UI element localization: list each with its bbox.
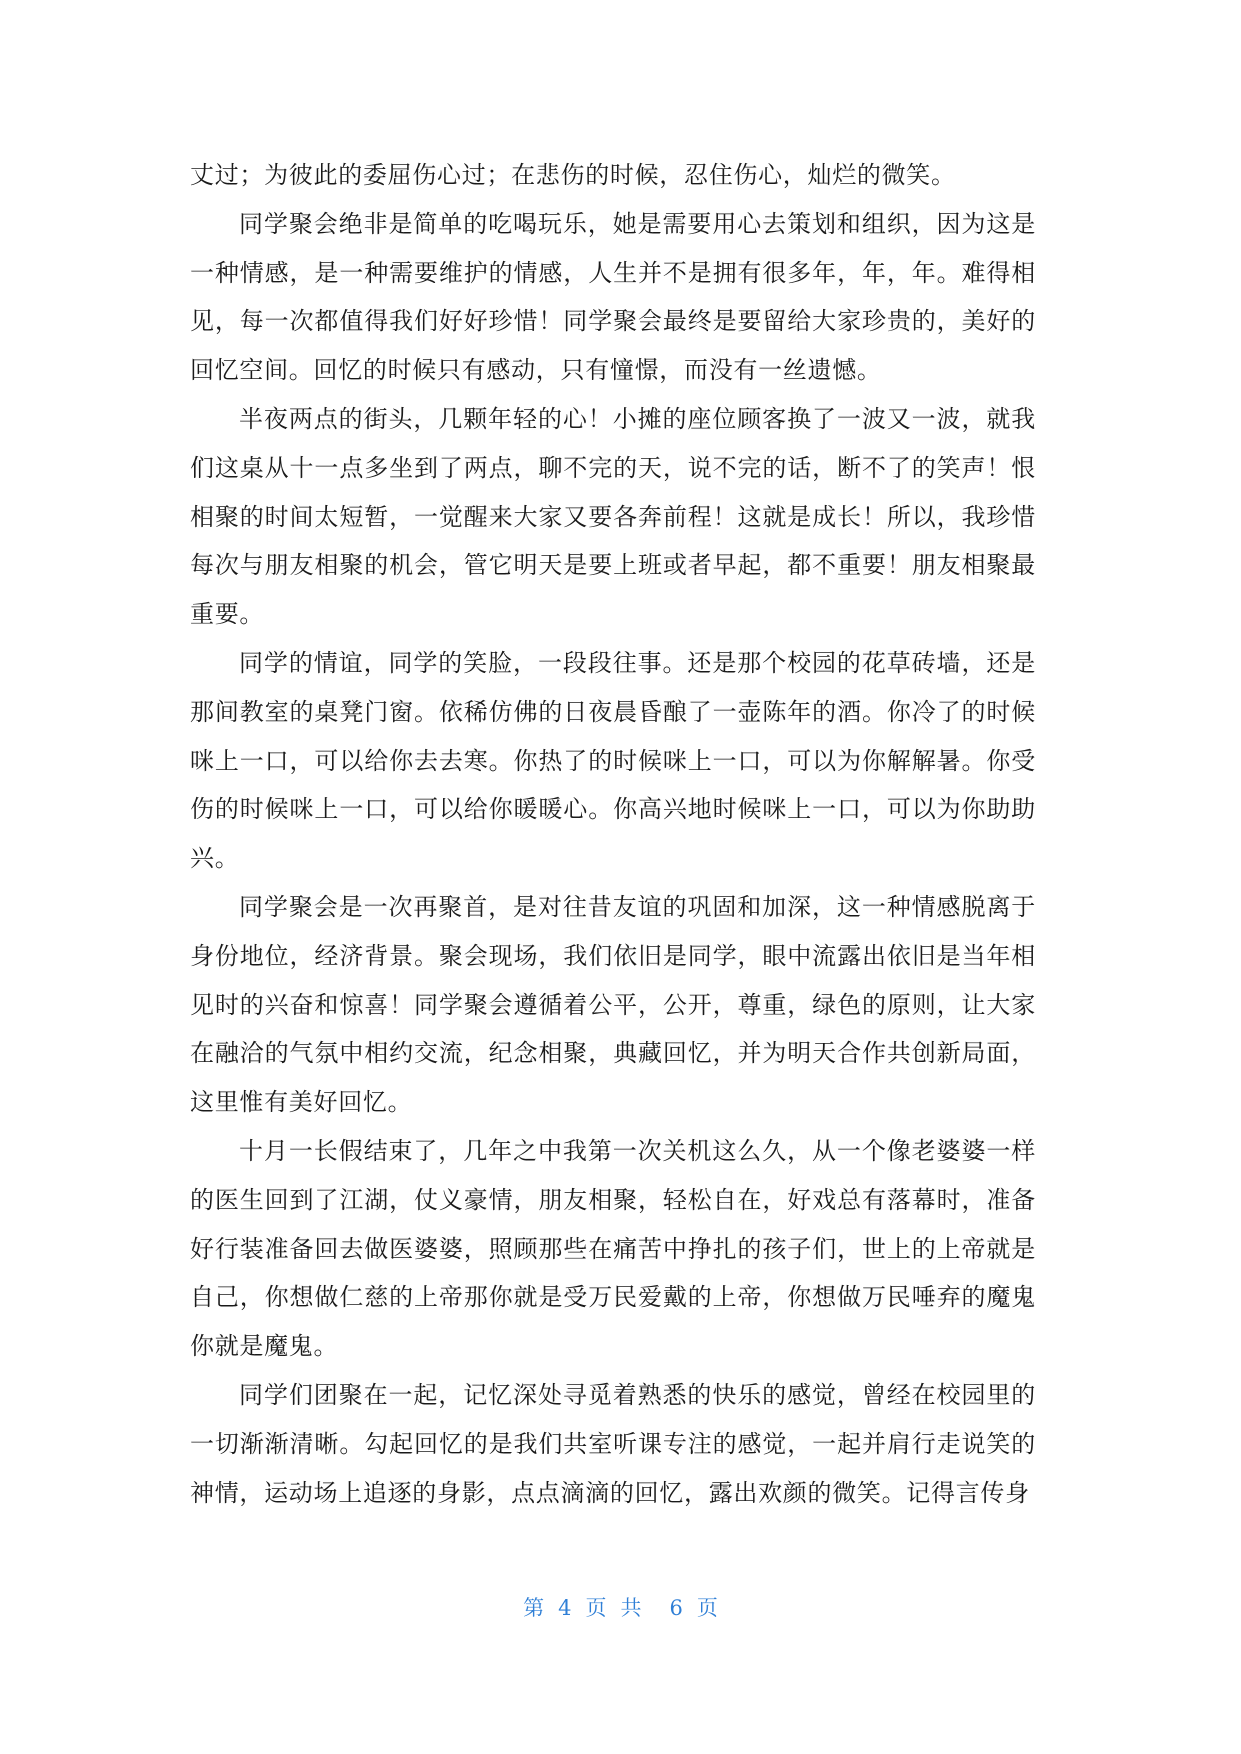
footer-total-pages: 6 — [669, 1596, 683, 1620]
paragraph: 十月一长假结束了，几年之中我第一次关机这么久，从一个像老婆婆一样的医生回到了江湖，仗义豪情，朋友相聚，轻松自在，好戏总有落幕时，准备好行装准备回去做医婆婆，照顾那些在痛苦中挣扎的孩子们，世上的上帝就是自己，你想做仁慈的上帝那你就是受万民爱戴的上帝，你想做万民唾弃的魔鬼你就是魔鬼。 — [190, 1136, 1036, 1361]
paragraph: 同学聚会是一次再聚首，是对往昔友谊的巩固和加深，这一种情感脱离于身份地位，经济背景。聚会现场，我们依旧是同学，眼中流露出依旧是当年相见时的兴奋和惊喜！同学聚会遵循着公平，公开，尊重，绿色的原则，让大家在融洽的气氛中相约交流，纪念相聚，典藏回忆，并为明天合作共创新局面，这里惟有美好回忆。 — [190, 892, 1036, 1117]
footer-current-page: 4 — [558, 1596, 572, 1620]
document-body — [190, 151, 1036, 1517]
paragraph-continued: 丈过；为彼此的委屈伤心过；在悲伤的时候，忍住伤心，灿烂的微笑。 — [190, 161, 956, 189]
paragraph: 同学们团聚在一起，记忆深处寻觅着熟悉的快乐的感觉，曾经在校园里的一切渐渐清晰。勾起回忆的是我们共室听课专注的感觉，一起并肩行走说笑的神情，运动场上追逐的身影，点点滴滴的回忆，露出欢颜的微笑。记得言传身 — [190, 1380, 1036, 1507]
footer-middle: 页共 — [585, 1596, 656, 1620]
footer-suffix: 页 — [696, 1596, 718, 1620]
footer-prefix: 第 — [523, 1596, 545, 1620]
paragraph: 同学聚会绝非是简单的吃喝玩乐，她是需要用心去策划和组织，因为这是一种情感，是一种需要维护的情感，人生并不是拥有很多年，年，年。难得相见，每一次都值得我们好好珍惜！同学聚会最终是要留给大家珍贵的，美好的回忆空间。回忆的时候只有感动，只有憧憬，而没有一丝遗憾。 — [190, 209, 1036, 385]
paragraph: 同学的情谊，同学的笑脸，一段段往事。还是那个校园的花草砖墙，还是那间教室的桌凳门窗。依稀仿佛的日夜晨昏酿了一壶陈年的酒。你冷了的时候咪上一口，可以给你去去寒。你热了的时候咪上一口，可以为你解解暑。你受伤的时候咪上一口，可以给你暖暖心。你高兴地时候咪上一口，可以为你助助兴。 — [190, 648, 1036, 873]
paragraph: 半夜两点的街头，几颗年轻的心！小摊的座位顾客换了一波又一波，就我们这桌从十一点多坐到了两点，聊不完的天，说不完的话，断不了的笑声！恨相聚的时间太短暂，一觉醒来大家又要各奔前程！这就是成长！所以，我珍惜每次与朋友相聚的机会，管它明天是要上班或者早起，都不重要！朋友相聚最重要。 — [190, 404, 1036, 629]
page-footer — [0, 1592, 1241, 1622]
